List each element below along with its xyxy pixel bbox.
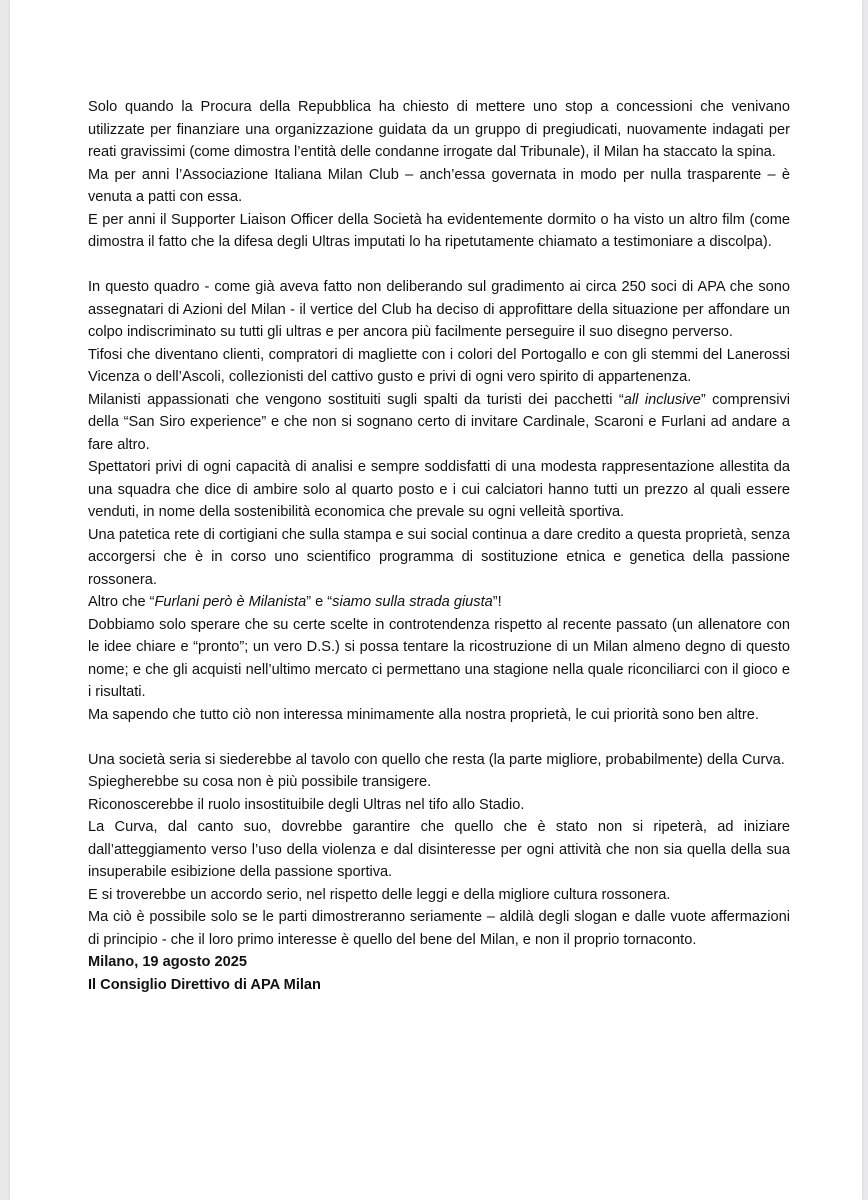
paragraph-quadro: In questo quadro - come già aveva fatto non deliberando sul gradimento ai circa 250 soci di APA che sono assegnatari di Azioni del Milan - il vertice del Club ha deciso di approfittare della situazione per affondare un colpo indiscriminato su tutti gli ultras e per ancora più facilmente perseguire il suo disegno perverso.	[88, 279, 790, 340]
paragraph-spacer	[88, 254, 790, 277]
paragraph-sperare: Dobbiamo solo sperare che su certe scelte in controtendenza rispetto al recente passato (un allenatore con le idee chiare e “pronto”; un vero D.S.) si possa tentare la ricostruzione di un Milan almeno degno di questo nome; e che gli acquisti nell’ultimo mercato ci permettano una stagione nella quale riconciliarci con il gioco e i risultati.	[88, 616, 790, 700]
altro-text-b: ” e “	[306, 594, 333, 610]
paragraph-cortigiani: Una patetica rete di cortigiani che sulla stampa e sui social continua a dare credito a questa proprietà, senza accorgersi che è in corso uno scientifico programma di sostituzione etnica e genetica della passione rossonera.	[88, 526, 790, 588]
paragraph-spettatori: Spettatori privi di ogni capacità di analisi e sempre soddisfatti di una modesta rappresentazione allestita da una squadra che dice di ambire solo al quarto posto e i cui calciatori hanno tutti un prezzo al quali essere venduti, in nome della sostenibilità economica che prevale su ogni velleità sportiva.	[88, 459, 790, 520]
paragraph-possibile: Ma ciò è possibile solo se le parti dimostreranno seriamente – aldilà degli slogan e dalle vuote affermazioni di principio - che il loro primo interesse è quello del bene del Milan, e non il proprio tornaconto.	[88, 909, 790, 948]
signature-author: Il Consiglio Direttivo di APA Milan	[88, 976, 321, 993]
paragraph-curva: La Curva, dal canto suo, dovrebbe garantire che quello che è stato non si ripeterà, ad iniziare dall’atteggiamento verso l’uso della violenza e dal disinteresse per ogni attività che non sia quella della sua insuperabile esibizione della passione sportiva.	[88, 819, 790, 880]
emphasis-strada: siamo sulla strada giusta	[332, 594, 493, 610]
paragraph-aimc: Ma per anni l’Associazione Italiana Milan Club – anch’essa governata in modo per nulla trasparente – è venuta a patti con essa.	[88, 166, 790, 205]
paragraph-procura: Solo quando la Procura della Repubblica ha chiesto di mettere uno stop a concessioni che venivano utilizzate per finanziare una organizzazione guidata da un gruppo di pregiudicati, nuovamente indagati per reati gravissimi (come dimostra l’entità delle condanne irrogate dal Tribunale), il Milan ha staccato la spina.	[88, 99, 790, 160]
altro-text-a: Altro che “	[88, 594, 155, 610]
paragraph-slo: E per anni il Supporter Liaison Officer della Società ha evidentemente dormito o ha visto un altro film (come dimostra il fatto che la difesa degli Ultras imputati lo ha ripetutamente chiamato a testimoniare a discolpa).	[88, 211, 790, 250]
document-page	[10, 0, 862, 1200]
altro-text-c: ”!	[492, 594, 502, 610]
paragraph-accordo: E si troverebbe un accordo serio, nel rispetto delle leggi e della migliore cultura rossonera.	[88, 886, 671, 903]
emphasis-furlani: Furlani però è Milanista	[154, 594, 307, 610]
paragraph-riconoscerebbe: Riconoscerebbe il ruolo insostituibile degli Ultras nel tifo allo Stadio.	[88, 796, 525, 813]
paragraph-milanisti	[88, 389, 790, 457]
paragraph-spiegherebbe: Spiegherebbe su cosa non è più possibile transigere.	[88, 774, 432, 790]
document-body	[88, 96, 790, 996]
paragraph-spacer	[88, 726, 790, 749]
milanisti-text-b: ” comprensivi della “San Siro experience” e che non si sognano certo di invitare Cardinale, Scaroni e Furlani ad andare a fare altro.	[88, 391, 790, 453]
paragraph-altro-che	[88, 591, 790, 614]
emphasis-all-inclusive: all inclusive	[623, 391, 701, 408]
milanisti-text-a: Milanisti appassionati che vengono sostituiti sugli spalti da turisti dei pacchetti “	[88, 391, 624, 408]
signature-place-date: Milano, 19 agosto 2025	[88, 954, 247, 970]
paragraph-tifosi: Tifosi che diventano clienti, compratori di magliette con i colori del Portogallo e con gli stemmi del Lanerossi Vicenza o dell’Ascoli, collezionisti del cattivo gusto e privi di ogni vero spirito di appartenenza.	[88, 346, 790, 385]
paragraph-societa-seria: Una società seria si siederebbe al tavolo con quello che resta (la parte migliore, probabilmente) della Curva.	[88, 751, 785, 768]
paragraph-sapendo: Ma sapendo che tutto ciò non interessa minimamente alla nostra proprietà, le cui priorità sono ben altre.	[88, 706, 759, 723]
